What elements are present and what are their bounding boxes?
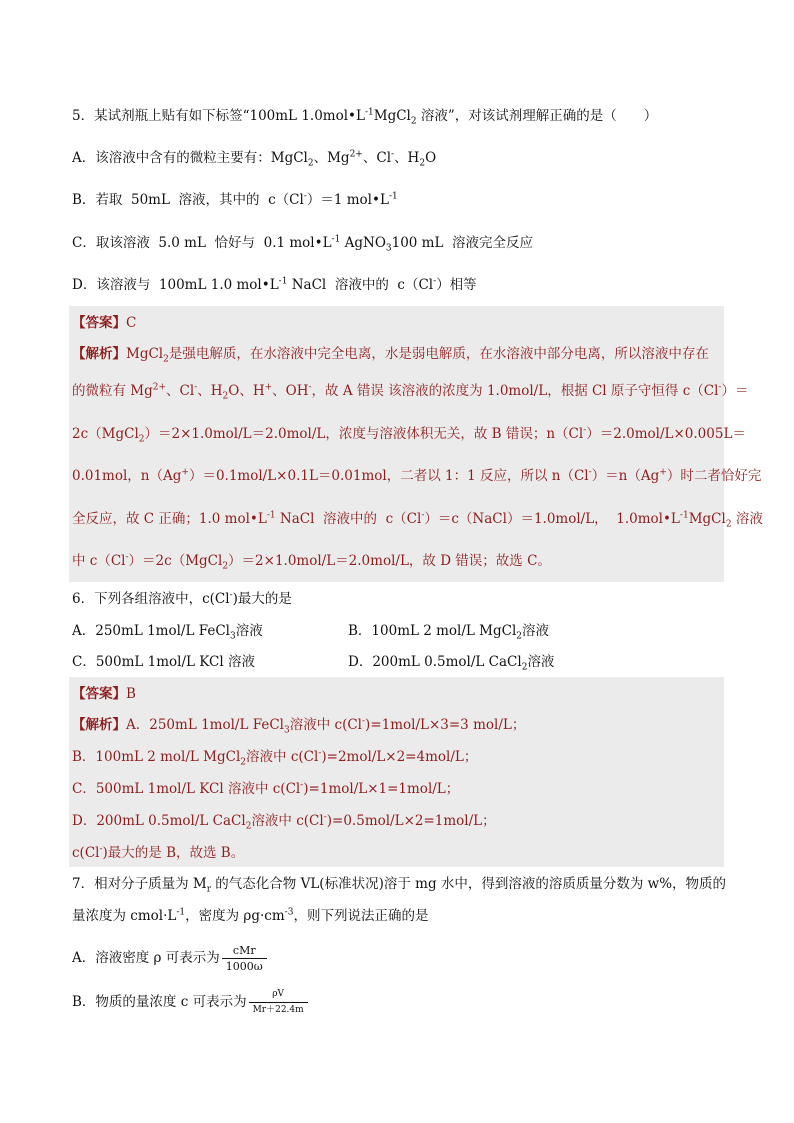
q6-option-b: B．100mL 2 mol/L MgCl$_2$溶液 [348,623,550,642]
q7-option-b-denominator: Mr＋22.4m [252,1005,304,1015]
q7-option-b-text: B．物质的量浓度 c 可表示为 [72,994,247,1010]
q6-answer-block [69,677,724,867]
q5-analysis-line-3: 2c（MgCl$_2$）＝2×1.0mol/L＝2.0mol/L，浓度与溶液体积无关，故 B 错误；n（Cl-）＝2.0mol/L×0.005L＝ [72,425,746,445]
q5-stem: 5．某试剂瓶上贴有如下标签“100mL $1.0mol•L^{-1}MgCl_2$ 溶液”，对该试剂理解正确的是（ ） [72,107,658,127]
q7-option-a-denominator: 1000ω [225,960,263,973]
q7-stem-line-2: 量浓度为 $cmol\cdot L^{-1}$，密度为 $\rho g\cdot cm^{-3}$，则下列说法正确的是 [72,907,429,924]
q6-answer-value: B [126,686,136,702]
q7-option-a-numerator: cMr [222,944,267,959]
q6-option-c: C．500mL 1mol/L KCl 溶液 [72,654,255,670]
q5-analysis-line-6: 中 c（Cl-）＝2c（MgCl$_2$）＝2×1.0mol/L＝2.0mol/L，故 D 错误；故选 C。 [72,552,551,572]
q6-answer [72,684,136,704]
q5-analysis-line-2: 的微粒有 $Mg^{2+}$、Cl-、$H_2O$、H+、OH-，故 A 错误 该溶液的浓度为 1.0mol/L，根据 Cl 原子守恒得 c（Cl-）＝ [72,382,749,402]
q5-option-a: A．该溶液中含有的微粒主要有：MgCl$_2$、$Mg^{2+}$、Cl-、$H_2O$ [72,149,437,169]
q6-analysis-line-1: 【解析】A．250mL 1mol/L FeCl$_3$溶液中 c(Cl-)=1mol/L×3=3 mol/L； [72,716,526,736]
q5-answer [72,313,136,333]
q7-option-a [72,944,267,973]
q7-option-b [72,988,308,1017]
q6-analysis-line-5: c(Cl-)最大的是 B，故选 B。 [72,844,245,861]
q5-option-d: D．该溶液与 100mL 1.0 $mol•L^{-1}$ NaCl 溶液中的 c（Cl-）相等 [72,276,477,293]
q6-stem: 6．下列各组溶液中，c(Cl-)最大的是 [72,590,292,607]
q6-analysis-line-2: B．100mL 2 mol/L MgCl$_2$溶液中 c(Cl-)=2mol/L×2=4mol/L； [72,748,478,768]
q7-option-a-text: A．溶液密度 ρ 可表示为 [72,950,220,966]
q6-analysis-line-4: D．200mL 0.5mol/L CaCl$_2$溶液中 c(Cl-)=0.5mol/L×2=1mol/L； [72,812,496,832]
q6-option-d: D．200mL 0.5mol/L CaCl$_2$溶液 [348,654,555,673]
q6-answer-tag: 【答案】 [72,686,126,702]
q5-analysis-line-5: 全反应，故 C 正确；1.0 $mol•L^{-1}$ NaCl 溶液中的 c（Cl-）＝c（NaCl）＝1.0mol/L， $1.0mol•L^{-1}MgCl_2$ 溶液 [72,510,763,530]
q7-stem-line-1: 7．相对分子质量为 $M_r$ 的气态化合物 VL(标准状况)溶于 mg 水中，得到溶液的溶质质量分数为 w%，物质的 [72,876,727,895]
q7-option-a-fraction [222,944,267,973]
q5-analysis-line-1: 【解析】MgCl$_2$是强电解质，在水溶液中完全电离，水是弱电解质，在水溶液中部分电离，所以溶液中存在 [72,346,709,365]
q5-answer-tag: 【答案】 [72,315,126,331]
q7-option-b-fraction [249,988,308,1017]
q5-option-c: C．取该溶液 5.0 mL 恰好与 0.1 $mol•L^{-1}$ AgNO$_3$100 mL 溶液完全反应 [72,234,534,254]
q5-option-b: B．若取 50mL 溶液，其中的 c（Cl-）＝1 $mol•L^{-1}$ [72,191,398,208]
q6-analysis-line-3: C．500mL 1mol/L KCl 溶液中 c(Cl-)=1mol/L×1=1mol/L； [72,780,460,797]
q5-analysis-line-4: 0.01mol，n（Ag+）＝0.1mol/L×0.1L＝0.01mol，二者以 1：1 反应，所以 n（Cl-）＝n（Ag+）时二者恰好完 [72,467,762,484]
q7-option-b-numerator: ρV [249,988,308,1003]
q6-option-a: A．250mL 1mol/L FeCl$_3$溶液 [72,623,263,642]
q5-answer-value: C [126,315,137,331]
